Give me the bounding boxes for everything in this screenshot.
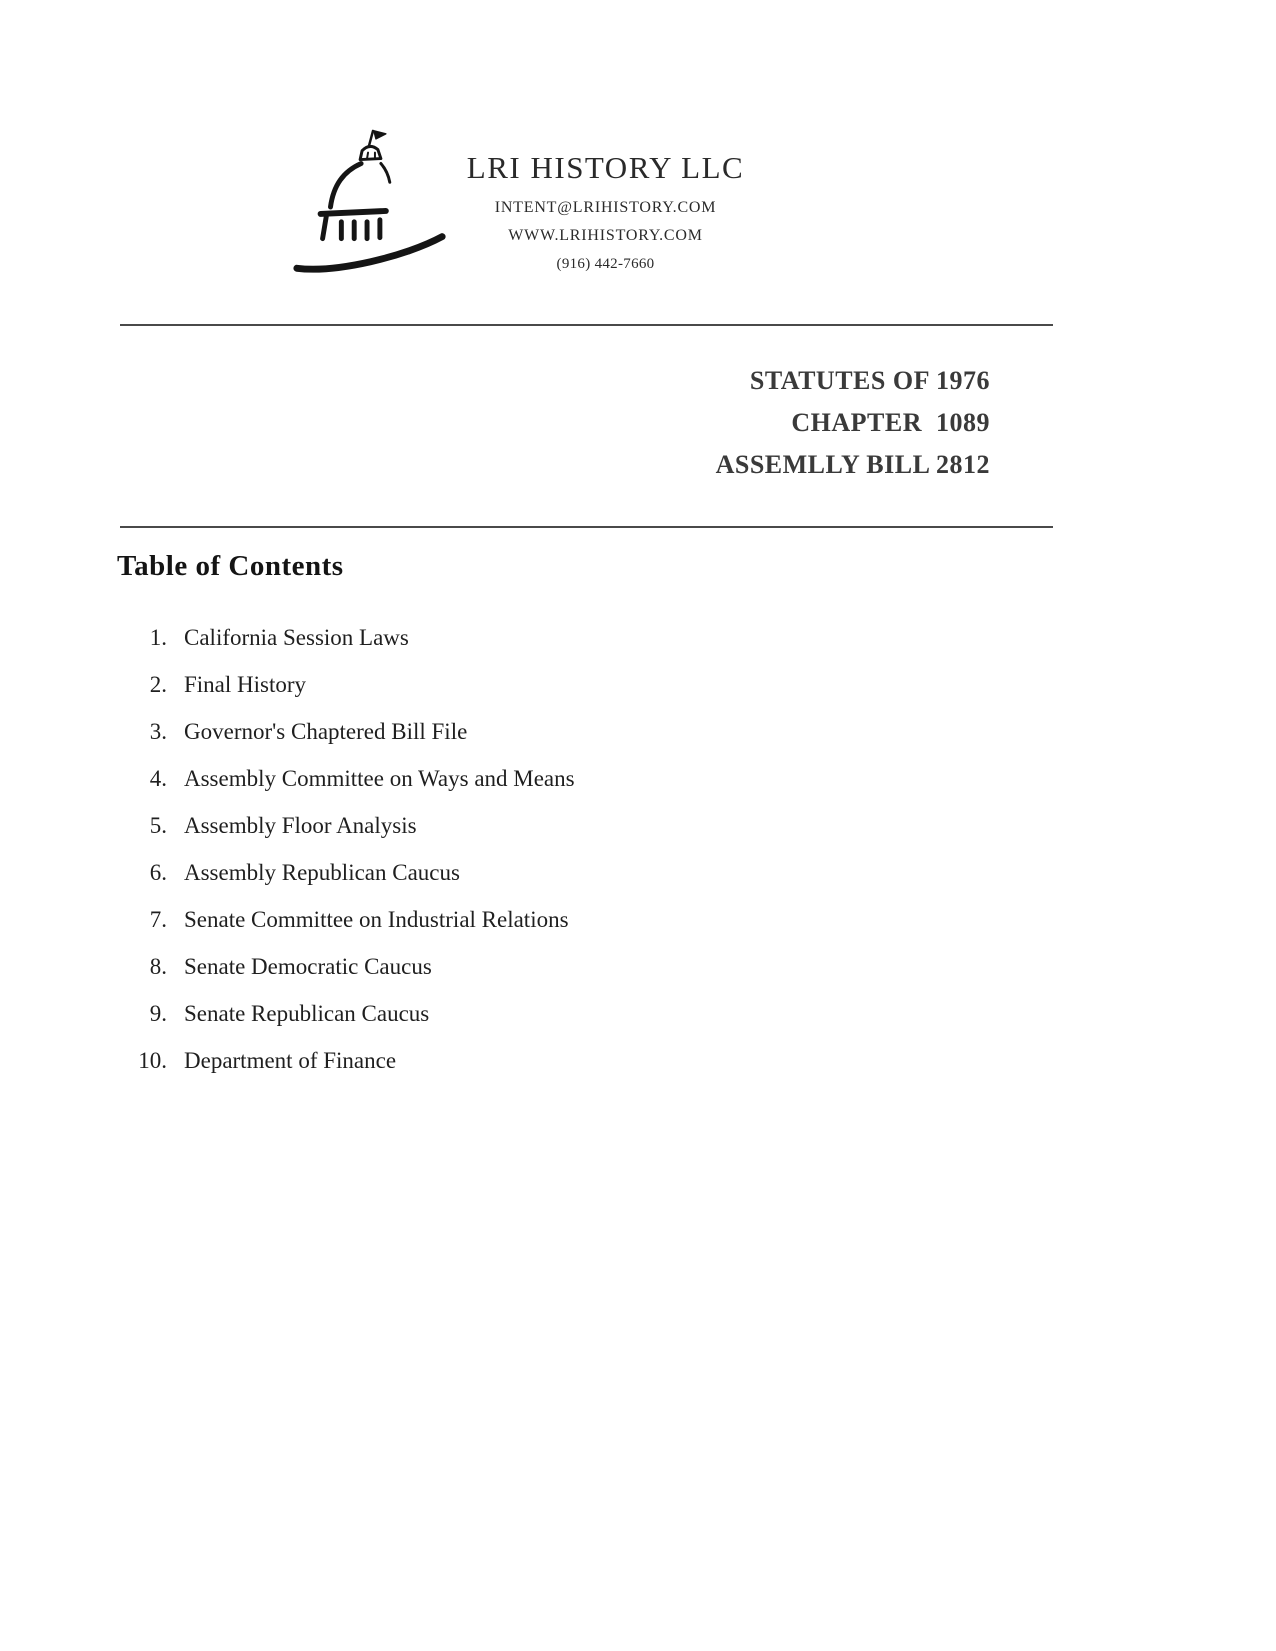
toc-item bbox=[117, 708, 575, 755]
toc-item-label: Assembly Floor Analysis bbox=[184, 813, 417, 838]
toc-item-number: 10. bbox=[138, 1048, 167, 1073]
toc-item-number: 2. bbox=[149, 672, 167, 697]
toc-item-label: Final History bbox=[184, 672, 307, 697]
toc-heading: Table of Contents bbox=[117, 550, 344, 582]
website-text: WWW.LRIHISTORY.COM bbox=[508, 227, 703, 244]
divider-bottom bbox=[120, 526, 1053, 528]
letterhead-text bbox=[438, 148, 773, 279]
email-text: INTENT@LRIHISTORY.COM bbox=[494, 199, 717, 216]
toc-item-label: Senate Committee on Industrial Relations bbox=[184, 907, 569, 932]
toc-item-label: Senate Democratic Caucus bbox=[184, 954, 432, 979]
toc-item bbox=[117, 943, 575, 990]
toc-item-number: 8. bbox=[149, 954, 167, 979]
toc-item bbox=[117, 990, 575, 1037]
toc-item-number: 1. bbox=[149, 625, 167, 650]
toc-item bbox=[117, 661, 575, 708]
statutes-line: STATUTES OF 1976 bbox=[749, 366, 990, 395]
toc-item bbox=[117, 849, 575, 896]
company-name: LRI HISTORY LLC bbox=[466, 150, 745, 185]
divider-top bbox=[120, 324, 1053, 326]
toc-item bbox=[117, 614, 575, 661]
toc-item-number: 9. bbox=[149, 1001, 167, 1026]
toc-item bbox=[117, 755, 575, 802]
capitol-dome-logo bbox=[290, 122, 452, 290]
chapter-line: CHAPTER 1089 bbox=[791, 408, 990, 437]
toc-item-label: Senate Republican Caucus bbox=[184, 1001, 430, 1026]
toc-item-label: Assembly Republican Caucus bbox=[184, 860, 460, 885]
toc-item bbox=[117, 802, 575, 849]
toc-item-label: Assembly Committee on Ways and Means bbox=[184, 766, 575, 791]
toc-item-label: Department of Finance bbox=[184, 1048, 397, 1073]
toc-item-number: 6. bbox=[149, 860, 167, 885]
toc-item-number: 5. bbox=[149, 813, 167, 838]
table-of-contents bbox=[117, 614, 575, 1084]
phone-text: (916) 442-7660 bbox=[556, 256, 655, 272]
toc-item-label: Governor's Chaptered Bill File bbox=[184, 719, 468, 744]
bill-line: ASSEMLLY BILL 2812 bbox=[715, 450, 990, 479]
toc-item bbox=[117, 896, 575, 943]
toc-item-number: 3. bbox=[149, 719, 167, 744]
title-block bbox=[716, 360, 990, 486]
toc-item-number: 7. bbox=[149, 907, 167, 932]
toc-item-label: California Session Laws bbox=[184, 625, 409, 650]
toc-item bbox=[117, 1037, 575, 1084]
capitol-dome-icon bbox=[290, 122, 452, 290]
toc-item-number: 4. bbox=[149, 766, 167, 791]
